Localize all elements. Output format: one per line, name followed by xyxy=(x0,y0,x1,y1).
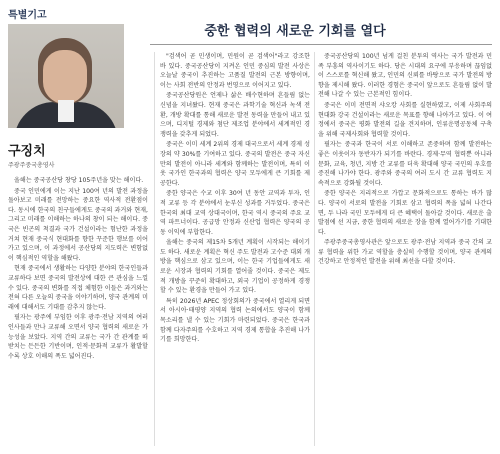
article-paragraph: 중국은 이미 세계 2위의 경제 대국으로서 세계 경제 성장의 약 30%를 기여하고 있다. 중국의 발전은 중국 자신만의 발전이 아니라 세계와 함께하는 발전이며, 특히 이웃 국가인 한국과의 협력은 양국 모두에게 큰 기회를 제공한다. xyxy=(160,141,310,187)
article-paragraph: 중국공산당원은 언제나 삶은 배수현하며 흔들림 없는 신념을 지녀왔다. 현재 중국은 과학기술 혁신과 녹색 전환, 개방 확대를 통해 새로운 발전 동력을 만들어 내고 있으며, 디지털 경제와 첨단 제조업 분야에서 세계적인 경쟁력을 갖추게 되었다. xyxy=(160,92,310,138)
article-paragraph: "검색어 곧 민생이며, 민원이 곧 검색어"라고 강조한 바 있다. 중국공산당이 지켜온 인민 중심의 발전 사상은 오늘날 중국이 추진하는 고품질 발전의 근본 방향이며, 이는 사회 전반의 안정과 번영으로 이어지고 있다. xyxy=(160,53,310,89)
headline-rule xyxy=(150,44,492,45)
article-paragraph: 중국은 이미 전면적 샤오캉 사회를 실현하였고, 이제 사회주의 현대화 강국 건설이라는 새로운 목표를 향해 나아가고 있다. 이 여정에서 중국은 평화 발전의 길을 견지하며, 인류운명공동체 구축을 위해 국제사회와 협력할 것이다. xyxy=(318,101,492,138)
article-headline: 중한 협력의 새로운 기회를 열다 xyxy=(204,24,386,39)
article-paragraph: 올해는 중국공산당 창당 105주년을 맞는 해이다. xyxy=(14,177,144,184)
article-paragraph: 필자는 중국과 한국이 서로 이해하고 존중하며 함께 발전하는 좋은 이웃이자 동반자가 되기를 바란다. 경제·무역 협력뿐 아니라 문화, 교육, 청년, 지방 간 교류를 더욱 확대해 양국 국민의 우호를 증진해 나가야 한다. 광주와 중국의 여러 도시 간 교류 협력도 지속적으로 강화될 것이다. xyxy=(318,141,492,187)
section-label: 특별기고 xyxy=(8,10,47,21)
article-paragraph: 올해는 중국의 제15차 5개년 계획이 시작되는 해이기도 하다. 새로운 계획은 혁신 주도 발전과 고수준 대외 개방을 핵심으로 삼고 있으며, 이는 한국 기업들에게도 새로운 시장과 협력의 기회를 열어줄 것이다. 중국은 제도적 개방을 꾸준히 확대하고, 외국 기업이 공정하게 경쟁할 수 있는 환경을 만들어 가고 있다. xyxy=(160,239,310,295)
author-title: 주광주중국총영사 xyxy=(8,162,55,169)
article-paragraph: 중한 양국은 수교 이후 30여 년 동안 교역과 투자, 인적 교류 등 각 분야에서 눈부신 성과를 거두었다. 중국은 한국의 최대 교역 상대국이며, 한국 역시 중국의 주요 교역 파트너이다. 공급망 안정과 신산업 협력은 양국의 공동 이익에 부합한다. xyxy=(160,190,310,236)
article-paragraph: 현재 중국에서 생활하는 다양한 분야의 한국인들과 교류하다 보면 중국의 발전상에 대한 큰 관심을 느낄 수 있다. 중국의 변화를 직접 체험한 이들은 과거와는 전혀 다른 오늘의 중국을 이야기하며, 양국 관계의 미래에 대해서도 기대를 감추지 않는다. xyxy=(8,265,148,311)
column-divider xyxy=(154,52,155,446)
article-paragraph: 중국공산당의 100년 넘게 걸친 분투의 역사는 국가 발전과 민족 부흥의 역사이기도 하다. 당은 시대의 요구에 부응하며 끊임없이 스스로를 혁신해 왔고, 인민의 신뢰를 바탕으로 국가 발전의 방향을 제시해 왔다. 이러한 경험은 중국이 앞으로도 흔들림 없이 발전해 나갈 수 있는 근본적인 힘이다. xyxy=(318,53,492,99)
column-divider xyxy=(314,52,315,446)
author-name: 구징치 xyxy=(8,144,46,159)
article-paragraph: 중한 양국은 지리적으로 가깝고 문화적으로도 통하는 바가 많다. 양국이 서로의 발전을 기회로 삼고 협력의 폭을 넓혀 나간다면, 두 나라 국민 모두에게 더 큰 혜택이 돌아갈 것이다. 새로운 출발점에 선 지금, 중한 협력의 새로운 장을 함께 열어가기를 기대한다. xyxy=(318,190,492,236)
article-paragraph: 필자는 광주에 부임한 이후 광주·전남 지역의 여러 인사들과 만나 교류해 오면서 양국 협력의 새로운 가능성을 보았다. 지역 간의 교류는 국가 간 관계를 떠받치는 든든한 기반이며, 인적·문화적 교류가 활발할수록 상호 이해의 폭도 넓어진다. xyxy=(8,314,148,360)
article-paragraph: 중국 인민에게 이는 지난 100여 년의 발전 과정을 돌아보고 미래를 전망하는 중요한 역사적 전환점이다. 동시에 한국의 친구들에게도 중국의 과거와 현재, 그리고 미래를 이해하는 하나의 창이 되는 해이다. 중국은 빈곤의 척결과 국가 건설이라는 험난한 과정을 거쳐 현재 중국식 현대화를 향한 꾸준한 행보를 이어가고 있으며, 이 과정에서 공산당의 지도력은 변함없이 핵심적인 역할을 해왔다. xyxy=(8,187,148,262)
article-paragraph: 특히 2026년 APEC 정상회의가 중국에서 열리게 되면서 아시아·태평양 지역의 협력 논의에서도 양국이 함께 목소리를 낼 수 있는 기회가 마련되었다. 중국은 한국과 함께 다자주의를 수호하고 지역 경제 통합을 추진해 나가기를 희망한다. xyxy=(160,297,310,344)
article-column-1 xyxy=(8,176,148,448)
article-paragraph: 주광주중국총영사관은 앞으로도 광주·전남 지역과 중국 간의 교류 협력을 위한 가교 역할을 충실히 수행할 것이며, 양국 관계의 건강하고 안정적인 발전을 위해 최선을 다할 것이다. xyxy=(318,239,492,266)
article-column-3 xyxy=(318,52,492,448)
author-photo xyxy=(8,24,124,128)
article-column-2 xyxy=(160,52,310,448)
